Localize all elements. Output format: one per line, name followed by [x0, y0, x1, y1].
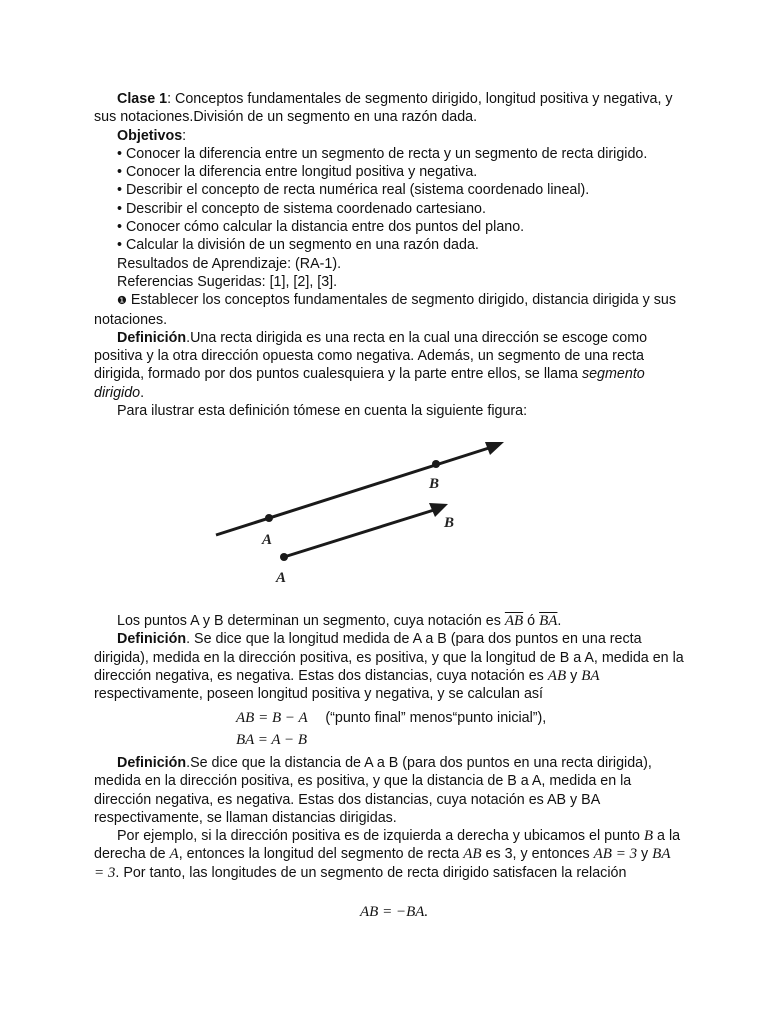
- point-a-segment: [280, 553, 288, 561]
- example-ab: AB: [463, 846, 482, 863]
- objective-item: • Conocer la diferencia entre longitud positiva y negativa.: [117, 164, 478, 181]
- point-a-line: [265, 514, 273, 522]
- text-block-bottom: [94, 754, 684, 882]
- objective-item: • Conocer cómo calcular la distancia entre dos puntos del plano.: [117, 219, 525, 236]
- label-b-line: B: [429, 476, 440, 492]
- numbered-objective-text: Establecer los conceptos fundamentales de segmento dirigido, distancia dirigida y sus notaciones.: [94, 292, 677, 328]
- definition-1-end: .: [140, 384, 145, 401]
- example-text-2: a la derecha de: [94, 828, 681, 863]
- example-point-a: A: [169, 846, 179, 863]
- equation-ab-note: (“punto final” menos“punto inicial”),: [325, 710, 547, 726]
- example-eq-ba: BA = 3: [94, 846, 671, 881]
- objective-item: • Describir el concepto de sistema coordenado cartesiano.: [117, 200, 486, 217]
- definition-2-text-2: respectivamente, poseen longitud positiva y negativa, y se calculan así: [94, 686, 544, 703]
- final-equation: [360, 904, 428, 921]
- label-a-segment: A: [276, 570, 287, 586]
- example-text-5: y: [637, 846, 653, 863]
- numbered-objective: [94, 291, 684, 329]
- text-block-top: [94, 90, 684, 420]
- definition-2: [94, 630, 684, 703]
- definition-1: [94, 329, 684, 402]
- final-equation-formula: AB = −BA.: [360, 904, 429, 920]
- definition-2-ba: BA: [581, 667, 600, 684]
- directed-segment: [284, 510, 434, 557]
- class-label: Clase 1: [117, 91, 168, 107]
- definition-3-text: .Se dice que la distancia de A a B (para dos puntos en una recta dirigida), medida en la dirección positiva, es positiva, y que la distancia de B a A, medida en la dirección negativa, es negativa. Estas dos distancias, cuya notación es AB y BA respectivamente, se llaman distancias dirigidas.: [94, 755, 652, 826]
- point-b-line: [432, 460, 440, 468]
- equation-ab: [236, 710, 546, 727]
- definition-1-term: segmento dirigido: [94, 366, 645, 401]
- example-text-1: Por ejemplo, si la dirección positiva es de izquierda a derecha y ubicamos el punto: [117, 828, 644, 845]
- numbered-marker-icon: ❶: [117, 294, 127, 308]
- class-heading: [94, 90, 684, 127]
- overline-ab: $\overline{AB}$: [504, 613, 524, 629]
- definition-label: Definición: [117, 329, 187, 346]
- equation-ba: [236, 732, 307, 749]
- definition-2-ab: AB: [547, 667, 567, 684]
- text-block-middle: [94, 612, 684, 703]
- label-a-line: A: [262, 532, 273, 548]
- objectives-label: Objetivos: [117, 127, 183, 144]
- figure-svg: [196, 432, 516, 602]
- definition-2-text: . Se dice que la longitud medida de A a B (para dos puntos en una recta dirigida), medida en la dirección positiva, es positiva, y que la longitud de B a A, medida en la dirección negativa, es negativa. Estas dos distancias, cuya notación es: [94, 631, 684, 684]
- objective-item: • Describir el concepto de recta numérica real (sistema coordenado lineal).: [117, 182, 590, 199]
- suggested-references: Referencias Sugeridas: [1], [2], [3].: [117, 273, 338, 290]
- definition-label: Definición: [117, 755, 187, 771]
- segment-notation: [94, 612, 684, 630]
- example-paragraph: [94, 827, 684, 882]
- directed-segment-figure: [196, 432, 516, 602]
- definition-1-text: .Una recta dirigida es una recta en la cual una dirección se escoge como positiva y la otra dirección opuesta como negativa. Además, un segmento de una recta dirigida, formado por dos puntos cualesquiera y la parte entre ellos, se llama: [94, 329, 648, 383]
- label-b-segment: B: [444, 515, 455, 531]
- example-text-3: , entonces la longitud del segmento de recta: [178, 846, 464, 863]
- segment-notation-text: Los puntos A y B determinan un segmento, cuya notación es: [117, 613, 505, 629]
- objectives-heading: [94, 127, 684, 145]
- equation-ba-formula: BA = A − B: [236, 732, 308, 748]
- objective-item: • Calcular la división de un segmento en una razón dada.: [117, 237, 479, 254]
- class-title: : Conceptos fundamentales de segmento dirigido, longitud positiva y negativa, y sus notaciones.División de un segmento en una razón dada.: [94, 91, 673, 126]
- example-eq-ab: AB = 3: [593, 846, 638, 863]
- segment-notation-end: .: [557, 613, 562, 629]
- example-point-b: B: [643, 828, 654, 845]
- directed-line-arrow-icon: [485, 442, 504, 455]
- segment-notation-or: ó: [523, 613, 540, 629]
- objectives-colon: :: [182, 127, 187, 144]
- definition-2-y: y: [566, 667, 582, 684]
- definition-3: [94, 754, 684, 827]
- learning-results: Resultados de Aprendizaje: (RA-1).: [117, 255, 342, 272]
- definition-label: Definición: [117, 631, 187, 648]
- objective-item: • Conocer la diferencia entre un segmento de recta y un segmento de recta dirigido.: [117, 145, 648, 162]
- overline-ba: $\overline{BA}$: [539, 613, 558, 629]
- figure-intro: Para ilustrar esta definición tómese en cuenta la siguiente figura:: [117, 403, 528, 420]
- equation-ab-formula: AB = B − A: [236, 710, 308, 726]
- example-text-4: es 3, y entonces: [481, 846, 594, 863]
- example-text-6: . Por tanto, las longitudes de un segmento de recta dirigido satisfacen la relación: [115, 864, 627, 881]
